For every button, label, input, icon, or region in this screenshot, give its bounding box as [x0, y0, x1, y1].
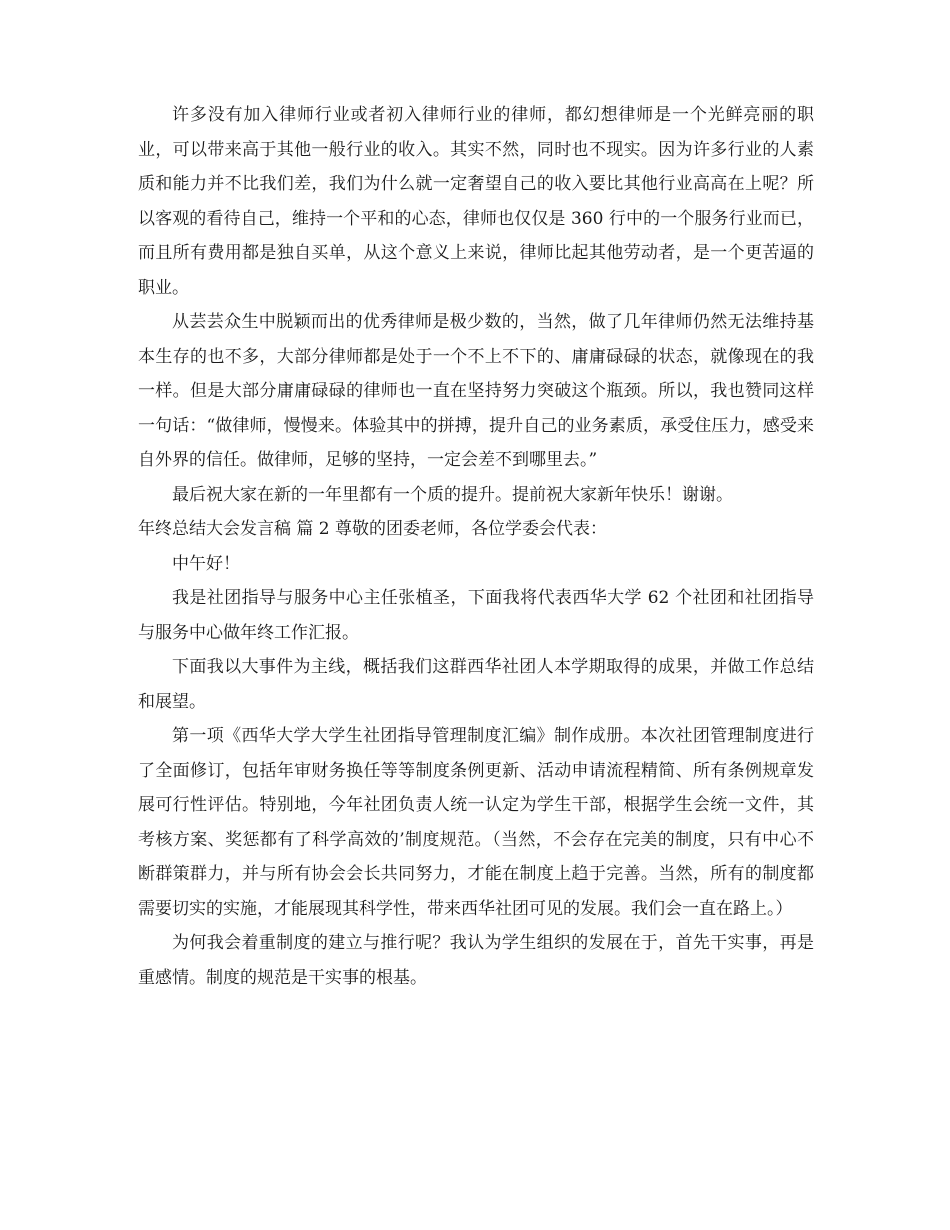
paragraph-first-item: 第一项《西华大学大学生社团指导管理制度汇编》制作成册。本次社团管理制度进行了全面修订，包括年审财务换任等等制度条例更新、活动申请流程精简、所有条例规章发展可行性评估。特别地，今年社团负责人统一认定为学生干部，根据学生会统一文件，其考核方案、奖惩都有了科学高效的’制度规范。（当然，不会存在完美的制度，只有中心不断群策群力，并与所有协会会长共同努力，才能在制度上趋于完善。当然，所有的制度都需要切实的实施，才能展现其科学性，带来西华社团可见的发展。我们会一直在路上。） — [138, 726, 814, 919]
paragraph-lawyer-career: 许多没有加入律师行业或者初入律师行业的律师，都幻想律师是一个光鲜亮丽的职业，可以带来高于其他一般行业的收入。其实不然，同时也不现实。因为许多行业的人素质和能力并不比我们差，我们为什么就一定奢望自己的收入要比其他行业高高在上呢？所以客观的看待自己，维持一个平和的心态，律师也仅仅是 360 行中的一个服务行业而已，而且所有费用都是独自买单，从这个意义上来说，律师比起其他劳动者，是一个更苦逼的职业。 — [138, 105, 814, 298]
section-heading-speech-2: 年终总结大会发言稿 篇 2 尊敬的团委老师，各位学委会代表： — [138, 519, 608, 539]
paragraph-lawyer-persistence: 从芸芸众生中脱颖而出的优秀律师是极少数的，当然，做了几年律师仍然无法维持基本生存的也不多，大部分律师都是处于一个不上不下的、庸庸碌碌的状态，就像现在的我一样。但是大部分庸庸碌碌的律师也一直在坚持努力突破这个瓶颈。所以，我也赞同这样一句话：“做律师，慢慢来。体验其中的拼搏，提升自己的业务素质，承受住压力，感受来自外界的信任。做律师，足够的坚持，一定会差不到哪里去。” — [138, 312, 814, 470]
document-page — [138, 98, 814, 995]
paragraph-greeting: 中午好！ — [172, 553, 240, 574]
paragraph-new-year-wishes: 最后祝大家在新的一年里都有一个质的提升。提前祝大家新年快乐！谢谢。 — [172, 484, 733, 505]
paragraph-self-introduction: 我是社团指导与服务中心主任张植圣，下面我将代表西华大学 62 个社团和社团指导与服务中心做年终工作汇报。 — [138, 588, 814, 643]
paragraph-why-institutions: 为何我会着重制度的建立与推行呢？我认为学生组织的发展在于，首先干实事，再是重感情。制度的规范是干实事的根基。 — [138, 933, 814, 988]
paragraph-overview: 下面我以大事件为主线，概括我们这群西华社团人本学期取得的成果，并做工作总结和展望。 — [138, 657, 814, 712]
